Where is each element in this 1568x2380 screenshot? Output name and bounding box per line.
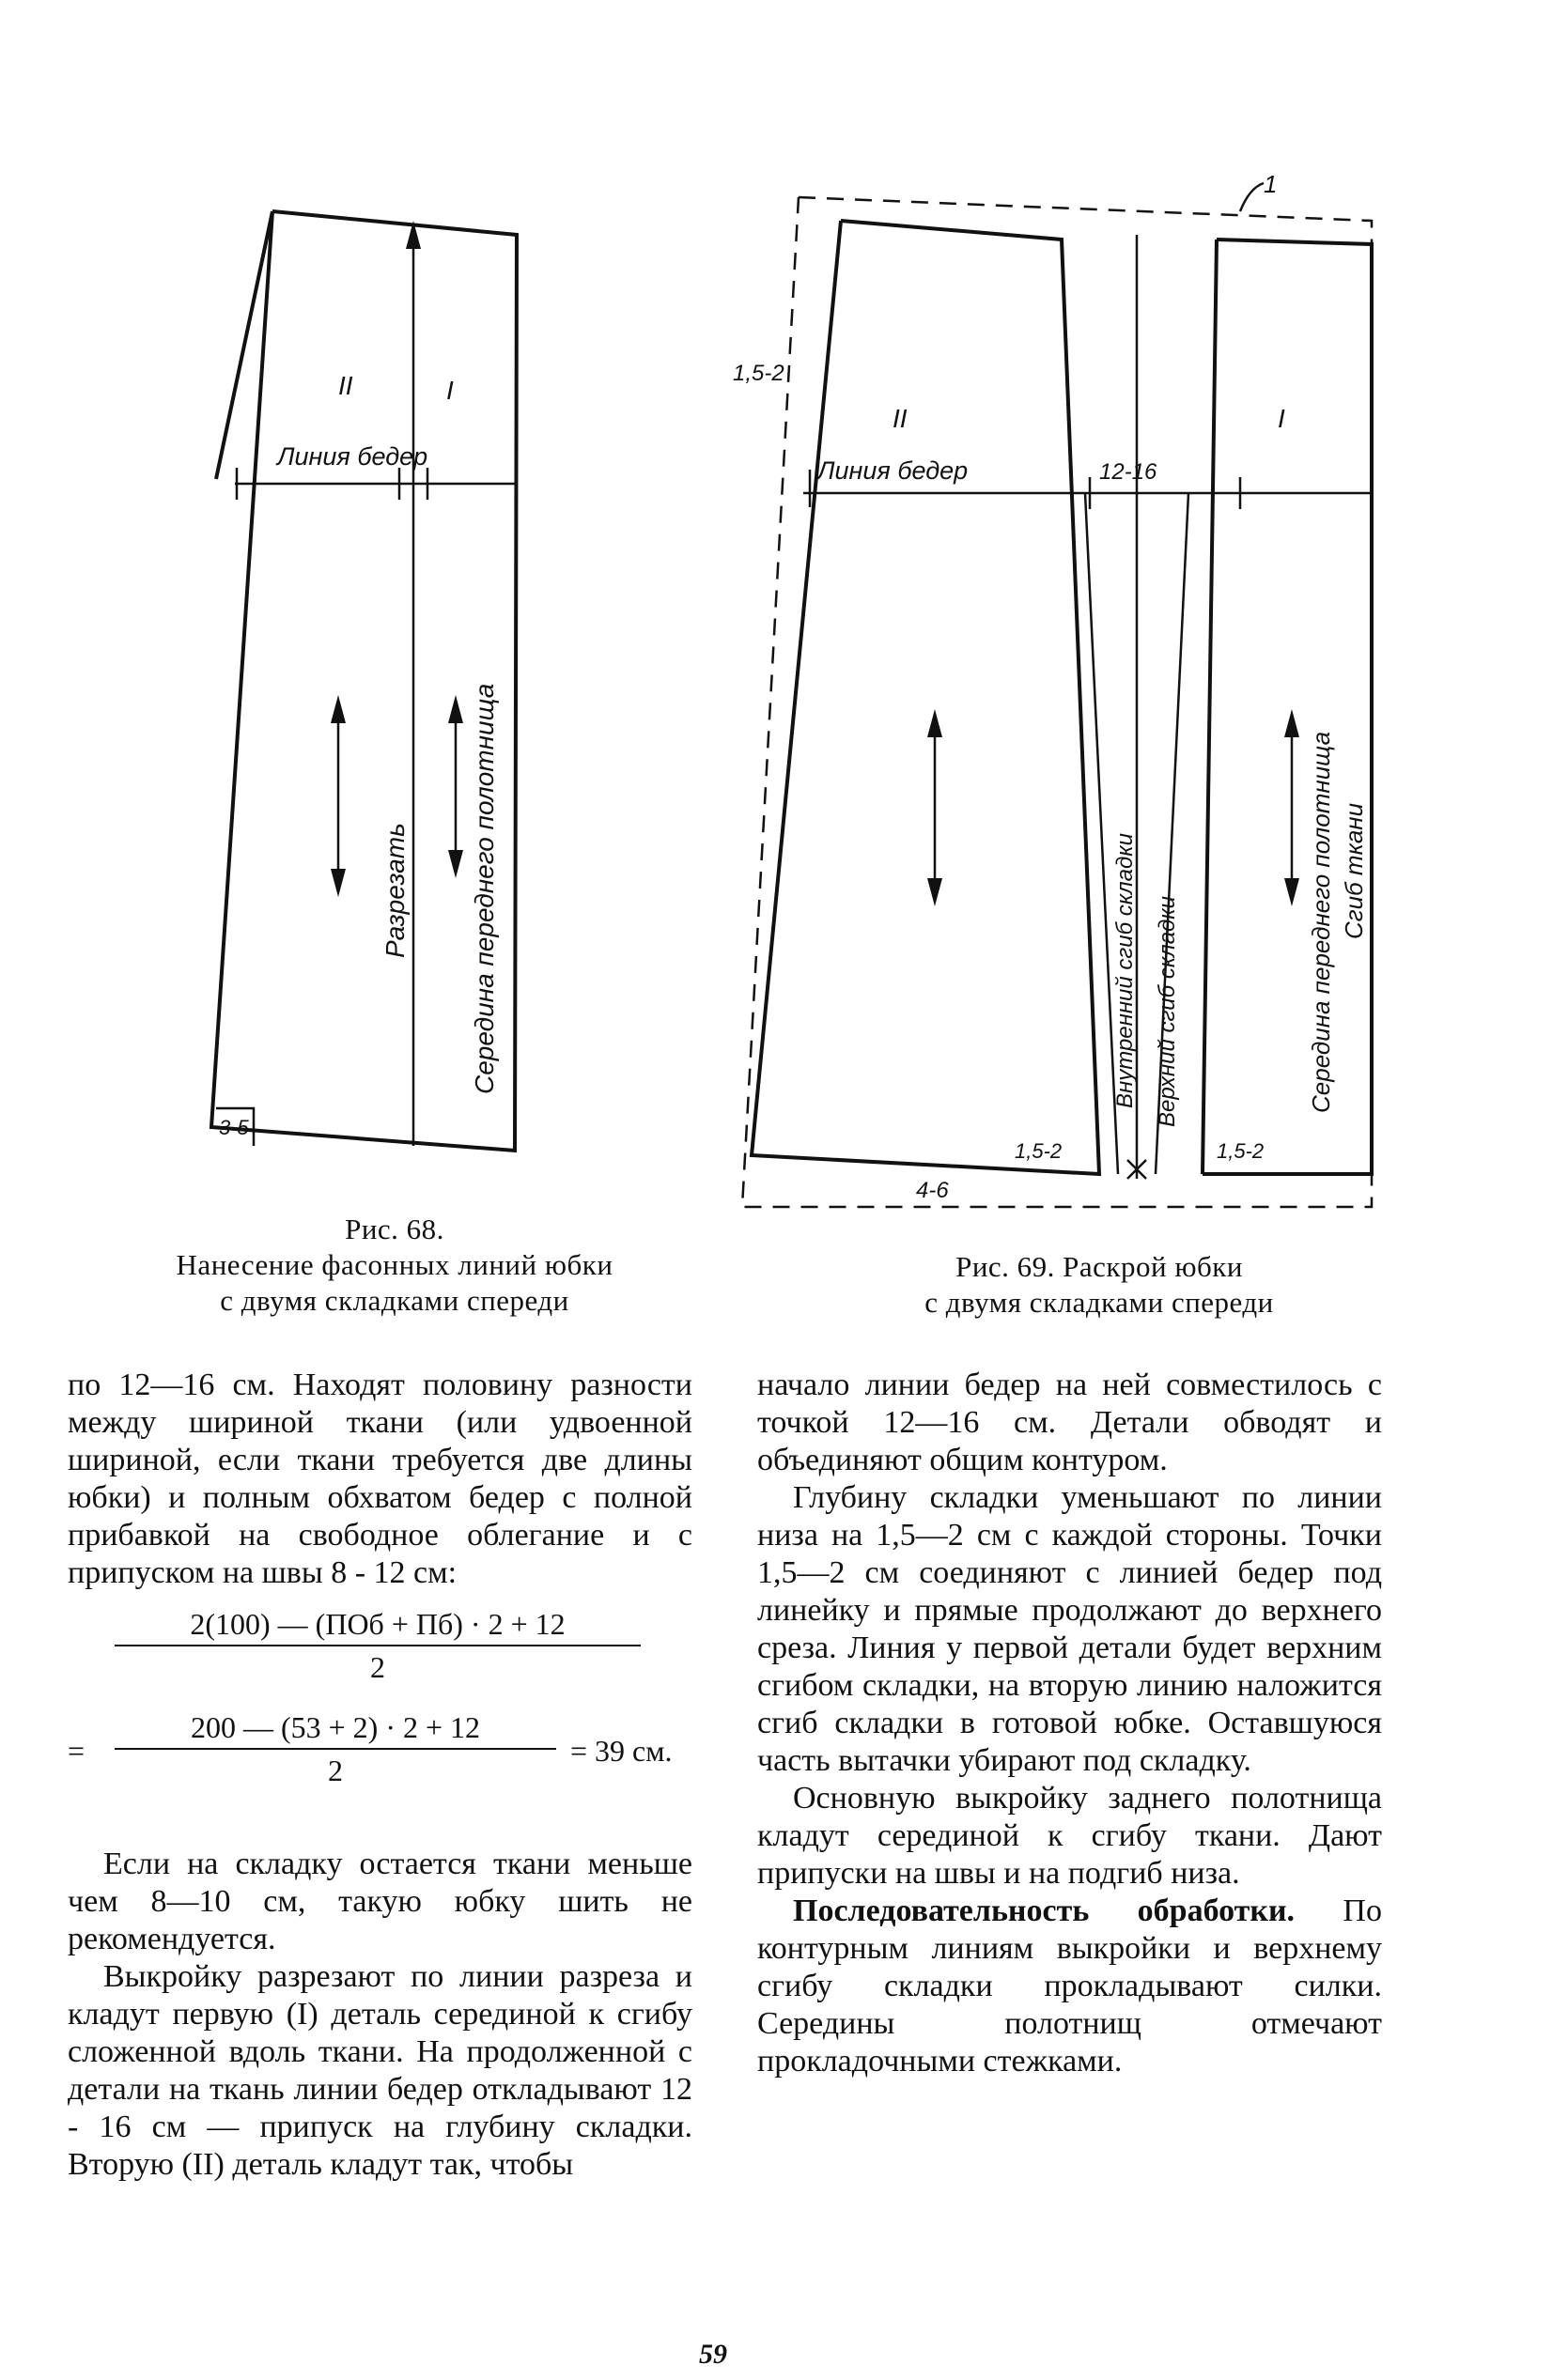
section-heading: Последовательность обработки.: [793, 1893, 1296, 1928]
caption-line: Рис. 68.: [345, 1213, 444, 1245]
middle-front-label: Середина переднего полотнища: [1307, 731, 1335, 1113]
fold-depth-label: 12-16: [1099, 459, 1157, 485]
hip-line-label: Линия бедер: [277, 442, 428, 471]
hem-extension-label: 3-5: [219, 1116, 249, 1139]
paragraph: Глубину складки уменьшают по линии низа на 1,5—2 см с каждой стороны. Точки 1,5—2 см соединяют с линией бедер под линейку и прямые продолжают до верхнего среза. Линия у первой детали будет верхним сгибом складки, на вторую линию наложится сгиб складки в готовой юбке. Оставшуюся часть вытачки убирают под складку.: [757, 1480, 1382, 1778]
allowance-top-label: 1: [1264, 170, 1278, 198]
equals-sign: =: [68, 1734, 85, 1768]
denominator: 2: [370, 1650, 385, 1684]
piece-i-outline: [1203, 240, 1372, 1174]
right-column: [757, 1367, 1382, 2080]
caption-line: с двумя складками спереди: [220, 1284, 569, 1317]
paragraph: Выкройку разрезают по линии разреза и кладут первую (I) деталь серединой к сгибу сложенной вдоль ткани. На продолженной с детали на ткань линии бедер откладывают 12 - 16 см — припуск на глубину складки. Вторую (II) деталь кладут так, чтобы: [68, 1959, 692, 2182]
formula-fraction-1: [115, 1605, 641, 1686]
panel-ii-label: II: [893, 404, 908, 433]
allowance-outline: [742, 197, 1372, 1207]
panel-ii-label: II: [338, 371, 353, 400]
formula-result: = 39 см.: [570, 1734, 673, 1768]
paragraph: Основную выкройку заднего полотнища кладут серединой к сгибу ткани. Дают припуски на швы и на подгиб низа.: [757, 1781, 1382, 1891]
hem-right-label: 1,5-2: [1217, 1139, 1265, 1163]
middle-front-label: Середина переднего полотнища: [470, 683, 499, 1094]
cut-line-label: Разрезать: [380, 823, 410, 958]
hem-allowance-label: 4-6: [916, 1178, 949, 1203]
page-number: 59: [699, 2339, 727, 2370]
inner-fold-label: Внутренний сгиб складки: [1112, 833, 1138, 1108]
caption-line: Рис. 69. Раскрой юбки: [955, 1250, 1243, 1283]
fabric-fold-label: Сгиб ткани: [1340, 802, 1368, 939]
hem-left-label: 1,5-2: [1015, 1139, 1063, 1163]
paragraph-text: По контурным линиям выкройки и верхнему сгибу складки прокладывают силки. Середины полотнищ отмечают прокладочными стежками.: [757, 1893, 1382, 2079]
upper-fold-label: Верхний сгиб складки: [1155, 896, 1180, 1127]
numerator: 200 — (53 + 2) · 2 + 12: [115, 1708, 556, 1750]
figure-68-caption: [85, 1212, 705, 1319]
denominator: 2: [328, 1754, 343, 1787]
hip-line-label: Линия бедер: [817, 456, 969, 485]
paragraph: начало линии бедер на ней совместилось с точкой 12—16 см. Детали обводят и объединяют общим контуром.: [757, 1368, 1382, 1477]
figure-69-skirt-cutting: [714, 169, 1390, 1221]
figure-69-caption: [789, 1249, 1409, 1321]
paragraph: Если на складку остается ткани меньше чем 8—10 см, такую юбку шить не рекомендуется.: [68, 1847, 692, 1956]
paragraph: по 12—16 см. Находят половину разности между шириной ткани (или удвоенной шириной, если ткани требуется две длины юбки) и полным обхватом бедер с полной прибавкой на свободное облегание и с припуском на швы 8 - 12 см:: [68, 1368, 692, 1590]
caption-line: Нанесение фасонных линий юбки: [176, 1248, 613, 1281]
allowance-side-label: 1,5-2: [733, 361, 784, 386]
caption-line: с двумя складками спереди: [924, 1286, 1274, 1319]
formula-fraction-2: [115, 1708, 556, 1789]
left-column: [68, 1367, 692, 2184]
piece-ii-outline: [752, 221, 1099, 1174]
numerator: 2(100) — (ПОб + Пб) · 2 + 12: [115, 1605, 641, 1646]
panel-i-label: I: [1278, 404, 1285, 433]
formula: [68, 1596, 692, 1840]
paragraph: [757, 1893, 1382, 2080]
panel-i-label: I: [446, 376, 454, 405]
figure-68-skirt-pattern: [122, 169, 648, 1165]
